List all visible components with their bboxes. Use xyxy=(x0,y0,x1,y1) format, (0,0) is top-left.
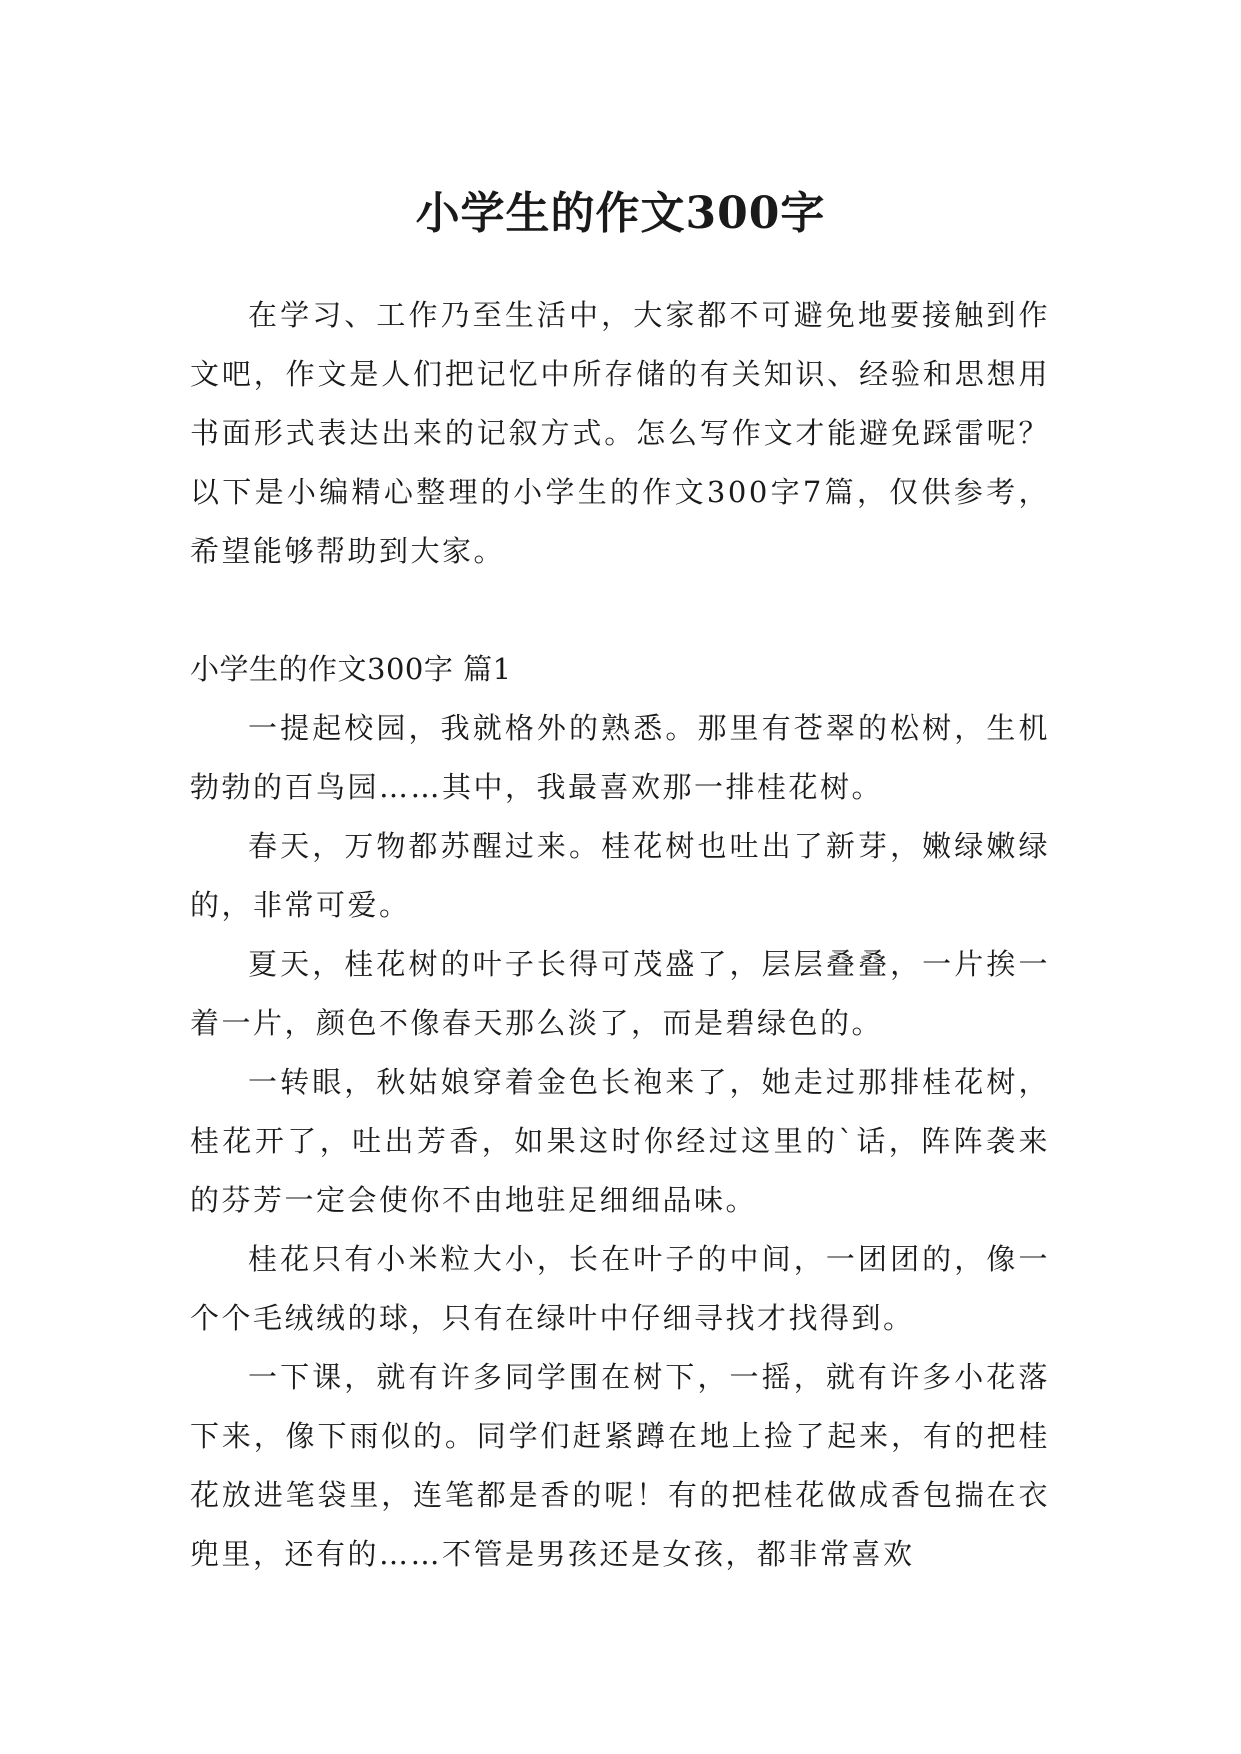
body-paragraph: 桂花只有小米粒大小，长在叶子的中间，一团团的，像一个个毛绒绒的球，只有在绿叶中仔细寻找才找得到。 xyxy=(190,1242,1050,1335)
body-paragraph: 一提起校园，我就格外的熟悉。那里有苍翠的松树，生机勃勃的百鸟园……其中，我最喜欢那一排桂花树。 xyxy=(190,711,1050,804)
body-paragraph: 一下课，就有许多同学围在树下，一摇，就有许多小花落下来，像下雨似的。同学们赶紧蹲在地上捡了起来，有的把桂花放进笔袋里，连笔都是香的呢！有的把桂花做成香包揣在衣兜里，还有的……不管是男孩还是女孩，都非常喜欢 xyxy=(190,1360,1050,1571)
document-title: 小学生的作文300字 xyxy=(415,188,826,240)
body-paragraph: 春天，万物都苏醒过来。桂花树也吐出了新芽，嫩绿嫩绿的，非常可爱。 xyxy=(190,829,1050,922)
intro-paragraph: 在学习、工作乃至生活中，大家都不可避免地要接触到作文吧，作文是人们把记忆中所存储的有关知识、经验和思想用书面形式表达出来的记叙方式。怎么写作文才能避免踩雷呢？以下是小编精心整理的小学生的作文300字7篇，仅供参考，希望能够帮助到大家。 xyxy=(190,298,1050,568)
body-paragraph: 一转眼，秋姑娘穿着金色长袍来了，她走过那排桂花树，桂花开了，吐出芳香，如果这时你经过这里的`话，阵阵袭来的芬芳一定会使你不由地驻足细细品味。 xyxy=(190,1065,1050,1217)
document-body xyxy=(190,286,1050,1584)
section-heading: 小学生的作文300字 篇1 xyxy=(190,652,512,686)
body-paragraph: 夏天，桂花树的叶子长得可茂盛了，层层叠叠，一片挨一着一片，颜色不像春天那么淡了，而是碧绿色的。 xyxy=(190,947,1050,1040)
